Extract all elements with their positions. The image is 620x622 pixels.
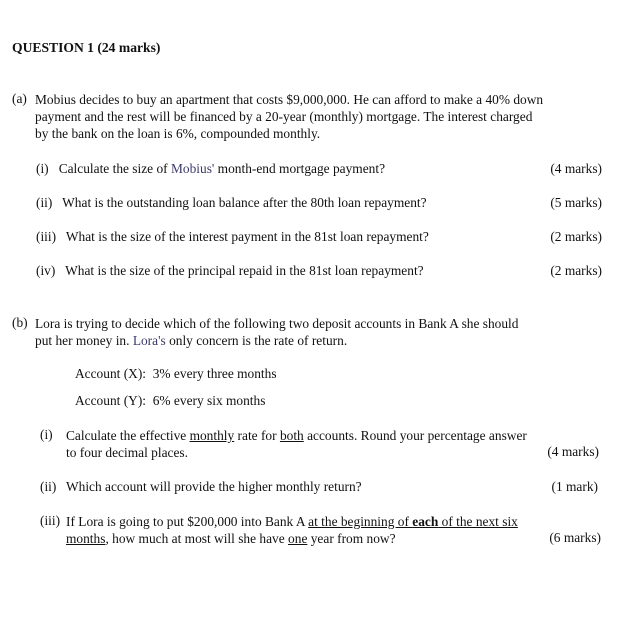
account-rate: 6% every six months (152, 393, 266, 408)
text-pre: If Lora is going to put $200,000 into Bank A (66, 514, 309, 529)
text-pre: , how much at most will she have (105, 531, 289, 546)
part-a-item-4-marks: (2 marks) (550, 263, 602, 278)
part-b-item-2-number: (ii) (40, 479, 57, 494)
item-text-post: month-end mortgage payment? (214, 161, 386, 176)
part-b-item-3-marks: (6 marks) (549, 530, 601, 545)
text-post: accounts. Round your percentage answer (303, 428, 527, 443)
part-a-item-3-marks: (2 marks) (550, 229, 602, 244)
account-label: Account (Y): (75, 393, 147, 408)
part-b-item-1-line-2: to four decimal places. (66, 445, 188, 460)
part-a-line-1: Mobius decides to buy an apartment that costs $9,000,000. He can afford to make a 40% down (35, 92, 544, 107)
underline-one: one (288, 531, 308, 546)
part-a-item-1 (36, 161, 385, 177)
item-number: (i) (36, 161, 49, 176)
account-x (75, 366, 277, 382)
part-b-item-2-marks: (1 mark) (551, 479, 598, 494)
part-a-item-4 (36, 263, 424, 279)
underline-next-six: of the next six (438, 514, 518, 529)
underline-monthly: monthly (189, 428, 235, 443)
text-post: year from now? (307, 531, 396, 546)
part-a-item-1-marks: (4 marks) (550, 161, 602, 176)
part-a-line-3: by the bank on the loan is 6%, compounded monthly. (35, 126, 321, 141)
part-b-line-1: Lora is trying to decide which of the following two deposit accounts in Bank A she should (35, 316, 519, 331)
account-y (75, 393, 265, 409)
item-text: What is the outstanding loan balance after the 80th loan repayment? (62, 195, 427, 210)
part-a-item-2 (36, 195, 427, 211)
item-text: What is the size of the interest payment in the 81st loan repayment? (65, 229, 429, 244)
item-text-name: Mobius' (170, 161, 215, 176)
account-rate: 3% every three months (152, 366, 277, 381)
part-a-item-3 (36, 229, 429, 245)
part-b-text (35, 315, 607, 349)
part-b-line-2-pre: put her money in. (35, 333, 133, 348)
part-b-item-1-line-1 (66, 427, 606, 444)
text-mid: rate for (234, 428, 280, 443)
underline-both: both (279, 428, 304, 443)
part-b-item-1-marks: (4 marks) (547, 444, 599, 459)
part-b-item-3-line-2 (66, 530, 606, 547)
part-b-item-1-number: (i) (40, 427, 53, 442)
part-b-item-3 (66, 513, 606, 547)
part-a-label: (a) (12, 91, 27, 106)
question-title: QUESTION 1 (24 marks) (12, 40, 161, 55)
item-number: (iii) (36, 229, 57, 244)
text-pre: Calculate the effective (66, 428, 190, 443)
part-a-item-2-marks: (5 marks) (550, 195, 602, 210)
underline-beginning: at the beginning of (308, 514, 413, 529)
item-text: What is the size of the principal repaid in the 81st loan repayment? (65, 263, 424, 278)
part-b-item-3-number: (iii) (40, 513, 61, 528)
underline-each: each (412, 514, 439, 529)
part-b-line-2-post: only concern is the rate of return. (165, 333, 348, 348)
part-b-item-3-line-1 (66, 513, 606, 530)
item-text-pre: Calculate the size of (58, 161, 171, 176)
part-a-line-2: payment and the rest will be financed by a 20-year (monthly) mortgage. The interest charged (35, 109, 533, 124)
part-b-line-2-name: Lora's (132, 333, 166, 348)
part-b-item-1 (66, 427, 606, 461)
underline-months: months (66, 531, 106, 546)
part-b-item-2-text: Which account will provide the higher monthly return? (66, 479, 362, 494)
part-a-text (35, 91, 607, 142)
item-number: (ii) (36, 195, 53, 210)
item-number: (iv) (36, 263, 56, 278)
account-label: Account (X): (75, 366, 147, 381)
part-b-line-2 (35, 332, 607, 349)
part-b-label: (b) (12, 315, 28, 330)
